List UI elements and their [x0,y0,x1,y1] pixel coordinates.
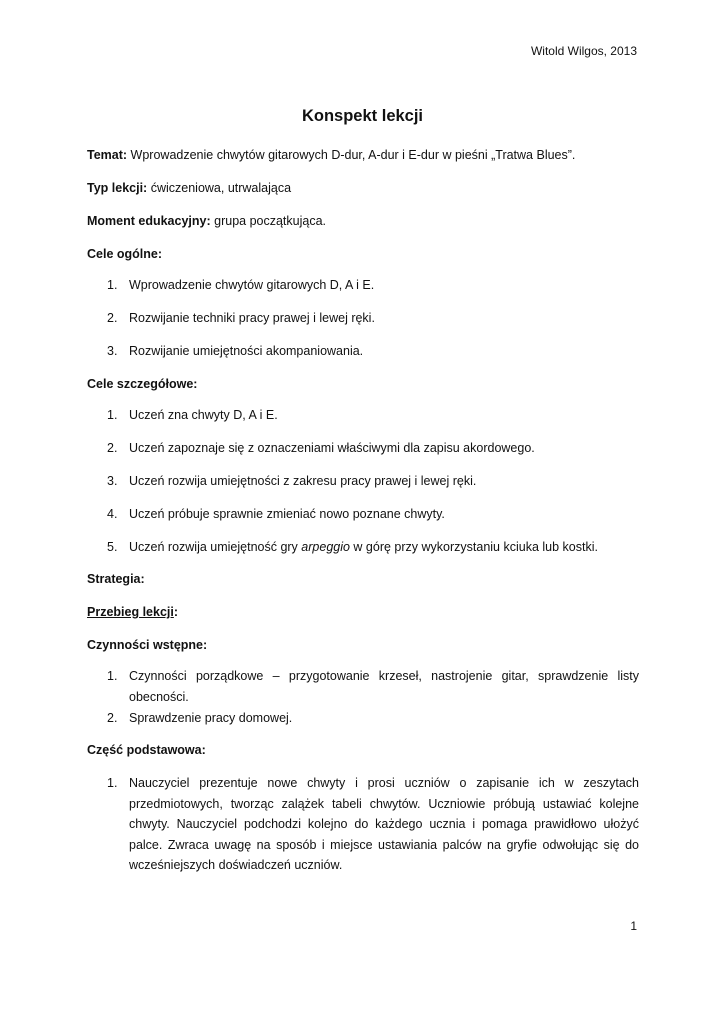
temat-line [87,146,639,164]
typ-lekcji-label: Typ lekcji: [87,181,148,195]
przebieg-heading-colon: : [173,605,179,619]
czynnosci-wstepne-heading [87,636,639,654]
typ-lekcji-line [87,179,639,197]
list-text-italic: arpeggio [301,540,350,554]
header-author: Witold Wilgos, 2013 [530,44,637,58]
cele-ogolne-heading-text: Cele ogólne: [87,247,163,261]
strategia-heading-text: Strategia: [87,572,145,586]
list-item [107,471,639,492]
list-text: Uczeń zapoznaje się z oznaczeniami właściwymi dla zapisu akordowego. [129,441,535,455]
list-number: 2. [107,311,118,325]
list-number: 2. [107,441,118,455]
list-text: Uczeń zna chwyty D, A i E. [129,408,278,422]
cele-szczegolowe-heading-text: Cele szczegółowe: [87,377,198,391]
przebieg-heading [87,603,639,621]
czynnosci-wstepne-heading-text: Czynności wstępne: [87,638,208,652]
list-item [107,308,639,329]
list-text: Sprawdzenie pracy domowej. [129,711,293,725]
list-number: 3. [107,474,118,488]
page-number: 1 [630,919,637,933]
list-number: 1. [107,776,118,790]
list-item [107,773,639,876]
list-text: Nauczyciel prezentuje nowe chwyty i prosi uczniów o zapisanie ich w zeszytach przedmiotowych, tworząc zalążek tabeli chwytów. Uczniowie próbują ustawiać kolejne chwyty. Nauczyciel podchodzi kolejno do każdego ucznia i pomaga prawidłowo ułożyć palce. Zwraca uwagę na sposób i miejsce ustawiania palców na gryfie odwołując się do wcześniejszych doświadczeń uczniów. [129,776,639,872]
list-number: 1. [107,278,118,292]
list-item [107,405,639,426]
list-number: 4. [107,507,118,521]
list-item [107,537,639,558]
list-text: Czynności porządkowe – przygotowanie krzeseł, nastrojenie gitar, sprawdzenie listy obecności. [129,669,639,704]
przebieg-heading-text [87,605,178,619]
list-item [107,275,639,296]
list-text: Uczeń próbuje sprawnie zmieniać nowo poznane chwyty. [129,507,445,521]
moment-value: grupa początkująca. [214,214,327,228]
list-text-before: Uczeń rozwija umiejętność gry [129,540,302,554]
page-title: Konspekt lekcji [301,107,424,125]
temat-label: Temat: [87,148,128,162]
list-text: Wprowadzenie chwytów gitarowych D, A i E. [129,278,375,292]
list-item [107,666,639,707]
czesc-podstawowa-heading-text: Część podstawowa: [87,743,206,757]
list-text: Rozwijanie techniki pracy prawej i lewej ręki. [129,311,375,325]
przebieg-heading-underlined: Przebieg lekcji [87,605,174,619]
moment-label: Moment edukacyjny: [87,214,211,228]
list-text [129,537,639,558]
czesc-podstawowa-heading [87,741,639,759]
list-text: Rozwijanie umiejętności akompaniowania. [129,344,364,358]
list-number: 1. [107,408,118,422]
list-item [107,341,639,362]
list-number: 5. [107,540,118,554]
temat-value: Wprowadzenie chwytów gitarowych D-dur, A-dur i E-dur w pieśni „Tratwa Blues”. [130,148,576,162]
list-number: 3. [107,344,118,358]
list-text-after: w górę przy wykorzystaniu kciuka lub kostki. [349,540,598,554]
typ-lekcji-value: ćwiczeniowa, utrwalająca [150,181,292,195]
list-item [107,504,639,525]
list-number: 1. [107,669,118,683]
moment-line [87,212,639,230]
cele-ogolne-heading [87,245,639,263]
list-text: Uczeń rozwija umiejętności z zakresu pracy prawej i lewej ręki. [129,474,477,488]
list-item [107,708,639,729]
cele-szczegolowe-heading [87,375,639,393]
list-number: 2. [107,711,118,725]
list-item [107,438,639,459]
strategia-heading [87,570,639,588]
